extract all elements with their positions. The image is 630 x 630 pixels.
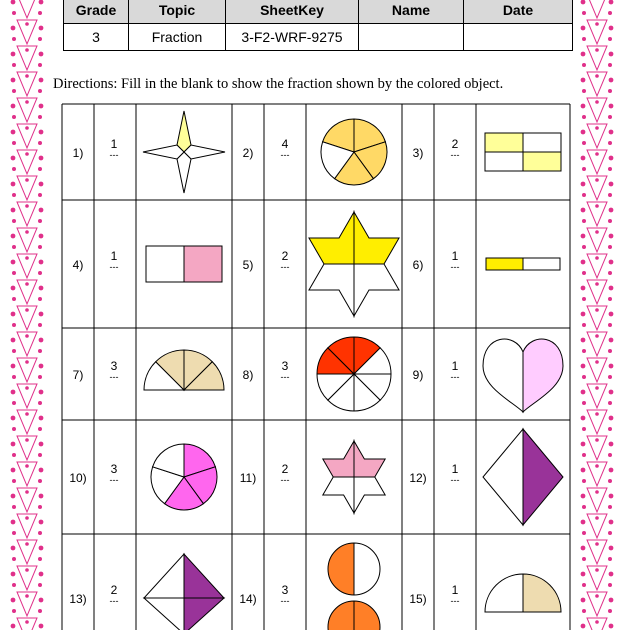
fraction-shape-10-circle xyxy=(151,444,217,510)
fraction-shape-9-heart xyxy=(483,339,563,412)
denominator-blank-7[interactable]: --- xyxy=(109,372,119,382)
denominator-blank-12[interactable]: --- xyxy=(450,475,460,485)
numerator-9: 1 xyxy=(451,359,459,373)
numerator-7: 3 xyxy=(110,359,118,373)
fraction-shape-2-circle xyxy=(321,119,387,185)
value-topic: Fraction xyxy=(129,24,226,51)
denominator-blank-5[interactable]: --- xyxy=(280,262,290,272)
denominator-blank-15[interactable]: --- xyxy=(450,596,460,606)
fraction-shape-3-rectangle-grid xyxy=(485,133,561,171)
value-sheetkey: 3-F2-WRF-9275 xyxy=(226,24,359,51)
problem-label-12: 12) xyxy=(409,471,427,485)
header-name: Name xyxy=(359,0,464,24)
numerator-15: 1 xyxy=(451,583,459,597)
value-grade: 3 xyxy=(64,24,129,51)
denominator-blank-9[interactable]: --- xyxy=(450,372,460,382)
problem-label-14: 14) xyxy=(239,592,257,606)
denominator-blank-13[interactable]: --- xyxy=(109,596,119,606)
problem-label-10: 10) xyxy=(69,471,87,485)
numerator-2: 4 xyxy=(281,137,289,151)
denominator-blank-14[interactable]: --- xyxy=(280,596,290,606)
denominator-blank-1[interactable]: --- xyxy=(109,150,119,160)
numerator-6: 1 xyxy=(451,249,459,263)
problem-label-1: 1) xyxy=(72,146,84,160)
denominator-blank-6[interactable]: --- xyxy=(450,262,460,272)
denominator-blank-10[interactable]: --- xyxy=(109,475,119,485)
fraction-shape-12-rhombus xyxy=(483,429,563,525)
denominator-blank-4[interactable]: --- xyxy=(109,262,119,272)
fraction-shape-4-rectangle-halves xyxy=(146,246,222,282)
denominator-blank-3[interactable]: --- xyxy=(450,150,460,160)
fraction-shape-11-hexagram xyxy=(323,441,385,513)
directions: Directions: Fill in the blank to show the fraction shown by the colored object. xyxy=(53,76,504,92)
numerator-5: 2 xyxy=(281,249,289,263)
fraction-shape-7-semicircle xyxy=(144,350,224,390)
problem-label-8: 8) xyxy=(242,368,254,382)
problem-label-2: 2) xyxy=(242,146,254,160)
fraction-shape-13-kite xyxy=(144,554,224,630)
denominator-blank-8[interactable]: --- xyxy=(280,372,290,382)
problem-label-5: 5) xyxy=(242,258,254,272)
numerator-12: 1 xyxy=(451,462,459,476)
numerator-8: 3 xyxy=(281,359,289,373)
fraction-shape-8-circle xyxy=(317,337,391,411)
denominator-blank-2[interactable]: --- xyxy=(280,150,290,160)
numerator-14: 3 xyxy=(281,583,289,597)
numerator-11: 2 xyxy=(281,462,289,476)
problem-label-15: 15) xyxy=(409,592,427,606)
fraction-shape-14-double-circle xyxy=(328,543,380,630)
problem-label-13: 13) xyxy=(69,592,87,606)
header-sheetkey: SheetKey xyxy=(226,0,359,24)
fraction-shape-1-four-point-star xyxy=(143,111,225,193)
problem-label-3: 3) xyxy=(412,146,424,160)
header-topic: Topic xyxy=(129,0,226,24)
numerator-10: 3 xyxy=(110,462,118,476)
fraction-shape-5-hexagram xyxy=(309,212,399,316)
header-date: Date xyxy=(464,0,573,24)
numerator-1: 1 xyxy=(110,137,118,151)
numerator-3: 2 xyxy=(451,137,459,151)
problem-label-4: 4) xyxy=(72,258,84,272)
header-grade: Grade xyxy=(64,0,129,24)
numerator-4: 1 xyxy=(110,249,118,263)
denominator-blank-11[interactable]: --- xyxy=(280,475,290,485)
problem-label-7: 7) xyxy=(72,368,84,382)
fraction-shape-15-semicircle-halves xyxy=(485,574,561,612)
problem-label-6: 6) xyxy=(412,258,424,272)
problem-label-9: 9) xyxy=(412,368,424,382)
fraction-shape-6-bar xyxy=(486,258,560,270)
problem-label-11: 11) xyxy=(239,471,257,485)
numerator-13: 2 xyxy=(110,583,118,597)
